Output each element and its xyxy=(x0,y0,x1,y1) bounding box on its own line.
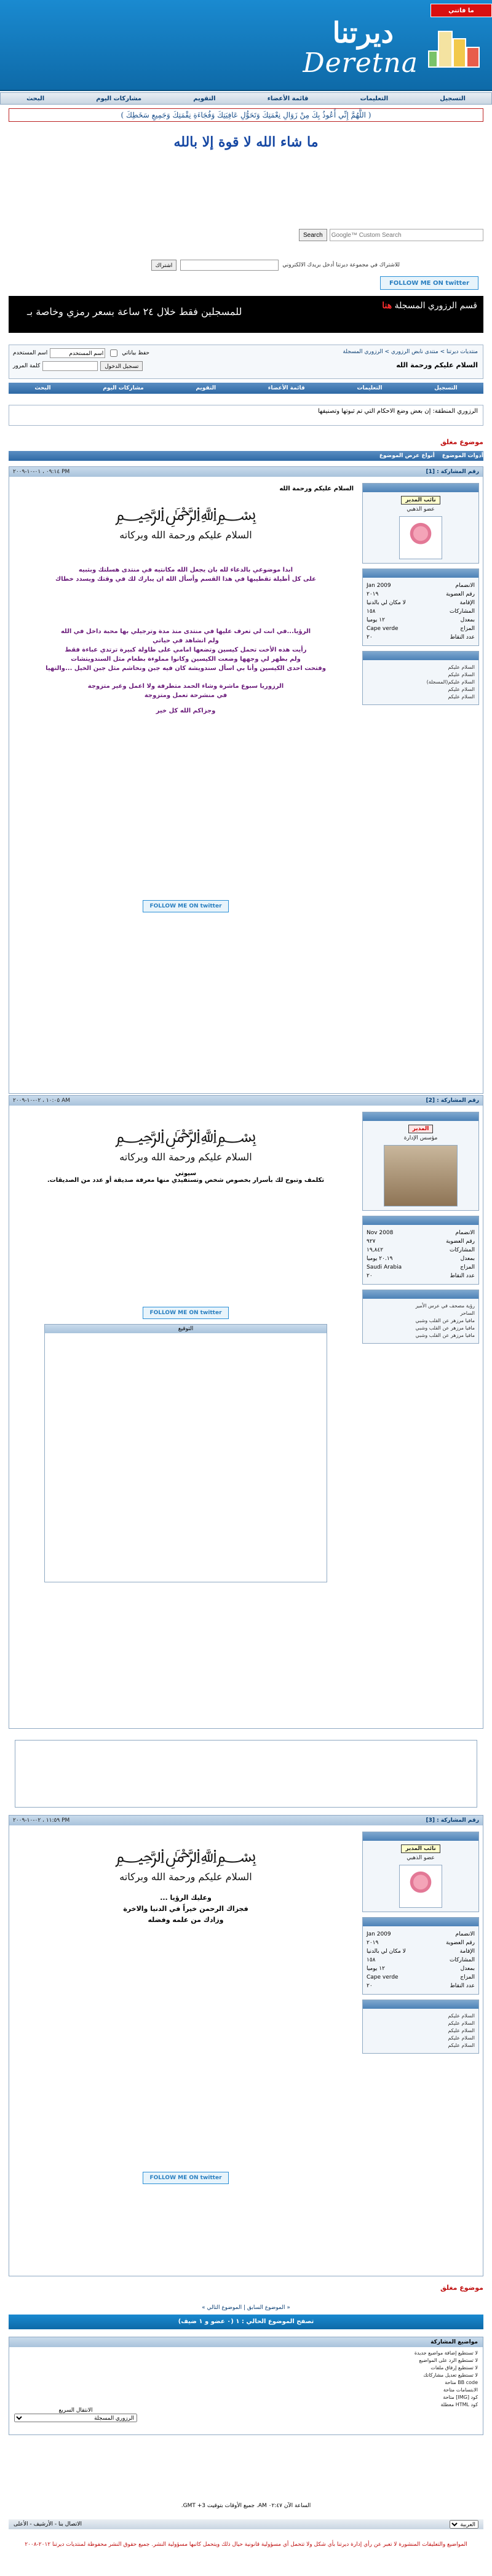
post-header xyxy=(9,1096,483,1106)
post-header xyxy=(9,1816,483,1825)
user-topics-list xyxy=(363,1299,478,1343)
prev-next-links[interactable]: « الموضوع السابق | الموضوع التالي » xyxy=(202,2305,290,2311)
user-rank-badge: نائب المدير xyxy=(401,1844,440,1853)
post-3 xyxy=(9,1815,483,2276)
current-viewers-bar: تصفح الموضوع الحالي : ١ (٠ عضو و ١ ضيف) xyxy=(9,2315,483,2329)
post-number[interactable]: رقم المشاركة : [3] xyxy=(426,1817,479,1824)
search-input[interactable] xyxy=(330,229,483,241)
list-item[interactable]: السلام عليكم xyxy=(448,2013,475,2019)
user-card xyxy=(362,1832,479,1912)
quick-jump xyxy=(14,2407,137,2422)
twitter-follow-button[interactable]: FOLLOW ME ON twitter xyxy=(143,2172,228,2184)
thread-title: السلام عليكم ورحمة الله xyxy=(396,361,478,369)
quick-jump-label: الانتقال السريع xyxy=(58,2407,93,2414)
mailing-list xyxy=(92,258,400,272)
post-date: AM ١٠:٠٥ ، ٠٢-١٠-٢٠٠٩ xyxy=(13,1098,70,1104)
logo-arabic-text: ديرتنا xyxy=(332,16,394,49)
promo-text: للمسجلين فقط خلال ٢٤ ساعة بسعر رمزي وخاصة بـ xyxy=(27,306,242,317)
nav-calendar[interactable]: التقويم xyxy=(193,95,216,102)
salam-calligraphy: السلام عليكم ورحمة الله وبركاته xyxy=(119,1151,252,1163)
houses-logo-graphic xyxy=(427,22,482,78)
logo-latin-text: Deretna xyxy=(303,47,418,79)
bismillah-calligraphy: ﷽ xyxy=(114,1845,257,1867)
closed-thread-label: موضوع مغلق xyxy=(440,438,483,446)
dua-marquee: ( اللَّهُمَّ إِنِّي أَعُوذُ بِكَ مِنْ زَوَالِ نِعْمَتِكَ وَتَحَوُّلِ عَافِيَتِكَ وَفُجَاءَةِ نِقْمَتِكَ وَجَمِيعِ سَخَطِكَ ) xyxy=(9,108,483,122)
email-field[interactable] xyxy=(180,260,279,271)
user-rank-badge: نائب المدير xyxy=(401,496,440,504)
subnav-help[interactable]: التعليمات xyxy=(357,385,383,391)
post-greeting: السلام عليكم ورحمة الله xyxy=(279,485,354,492)
subnav-today[interactable]: مشاركات اليوم xyxy=(103,385,144,391)
timezone-text: الساعة الآن ٠٢:٤٧ AM. جميع الأوقات بتوقيت GMT +3. xyxy=(181,2503,311,2509)
user-stats-box xyxy=(362,1216,479,1285)
post-text: سيوتي تكلمف وتبوح لك بأسرار بخصوص شخص وتستفيدي منها معرفة صديقة أو عدد من الصديقات. xyxy=(47,1170,325,1184)
main-nav xyxy=(0,92,492,105)
list-item[interactable]: الساحر xyxy=(460,1310,475,1316)
subnav-search[interactable]: البحث xyxy=(34,385,51,391)
remember-label: حفظ بياناتي xyxy=(122,350,149,356)
user-rank-badge: المدير xyxy=(408,1125,434,1133)
nav-today-posts[interactable]: مشاركات اليوم xyxy=(96,95,142,102)
user-title: عضو الذهبي xyxy=(407,1855,435,1861)
list-item[interactable]: السلام عليكم xyxy=(448,2035,475,2041)
breadcrumb[interactable]: منتديات ديرتنا > منتدى نابض الرزوري > الرزوري المسجلة xyxy=(343,349,478,355)
list-item[interactable]: السلام عليكم xyxy=(448,664,475,670)
twitter-follow-button[interactable]: FOLLOW ME ON twitter xyxy=(380,276,478,290)
subnav-calendar[interactable]: التقويم xyxy=(196,385,216,391)
list-item[interactable]: السلام عليكم xyxy=(448,2020,475,2026)
breadcrumb-box xyxy=(9,345,483,379)
user-card-title xyxy=(363,484,478,492)
user-topics-list xyxy=(363,660,478,704)
post-1 xyxy=(9,466,483,1094)
language-select[interactable] xyxy=(450,2520,478,2529)
post-number[interactable]: رقم المشاركة : [1] xyxy=(426,469,479,475)
bismillah-calligraphy: ﷽ xyxy=(114,1125,257,1147)
list-item[interactable]: السلام عليكم xyxy=(448,687,475,692)
thread-tools-menu[interactable]: أدوات الموضوع xyxy=(442,453,483,459)
nav-search[interactable]: البحث xyxy=(26,95,45,102)
footer-links[interactable]: الاتصال بنا - الأرشيف - الأعلى xyxy=(14,2521,82,2527)
post-content xyxy=(18,485,354,912)
login-button[interactable]: تسجيل الدخول xyxy=(100,361,143,371)
posting-rules-box xyxy=(9,2337,483,2435)
list-item[interactable]: مافيا مرزهر عن القلب وشبي xyxy=(415,1318,475,1323)
closed-thread-label: موضوع مغلق xyxy=(440,2284,483,2292)
user-stats: الانضمام Nov 2008 رقم العضوية ٩٢٧ المشاركات ١٩,٨٤٢ بمعدل ٢٠.١٩ يوميا المزاج Saudi Arabia عدد النقاط ٢٠ xyxy=(367,1230,475,1279)
user-card xyxy=(362,483,479,564)
password-field[interactable] xyxy=(42,361,98,371)
user-topics-box xyxy=(362,2000,479,2054)
post-date: PM ٠٩:١٤ ، ٠١-١٠-٢٠٠٩ xyxy=(13,469,70,475)
user-topics-box xyxy=(362,1290,479,1344)
post-content xyxy=(18,1834,354,2184)
user-title: عضو الذهبي xyxy=(407,506,435,512)
signature-title: التوقيع xyxy=(45,1325,327,1333)
posting-rules-title: مواضيع المشاركة xyxy=(9,2337,483,2347)
list-item[interactable]: رؤية مصحف في عرس الأمير xyxy=(415,1303,475,1309)
twitter-follow-button[interactable]: FOLLOW ME ON twitter xyxy=(143,1307,228,1319)
subnav-register[interactable]: التسجيل xyxy=(434,385,458,391)
promo-link[interactable]: قسم الرزوري المسجلة هنا xyxy=(382,301,477,311)
avatar[interactable] xyxy=(384,1145,458,1206)
user-title: مؤسس الإدارة xyxy=(403,1135,438,1141)
list-item[interactable]: السلام عليكم xyxy=(448,694,475,700)
quick-jump-select[interactable] xyxy=(14,2414,137,2422)
bless-text: ما شاء الله لا قوة إلا بالله xyxy=(173,134,319,150)
user-stats: الانضمام Jan 2009 رقم العضوية ٢٠١٩ الإقامة لا مكان لي بالدنيا المشاركات ١٥٨ بمعدل ١٢ يوميا المزاج Cape verde عدد النقاط ٢٠ xyxy=(367,1931,475,1989)
posting-rules-list: لا تستطيع إضافة مواضيع جديدة لا تستطيع الرد على المواضيع لا تستطيع إرفاق ملفات لا تستطيع تعديل مشاركاتك BB code متاحة الابتسامات متاحة كود [IMG] متاحة كود HTML معطلة xyxy=(414,2350,478,2407)
salam-calligraphy: السلام عليكم ورحمة الله وبركاته xyxy=(119,1871,252,1883)
post-text: ابدا موضوعي بالدعاء لله بان يجعل الله مكانتيه في منتدى هسلتك وبثبيه على كل أطيلة تقطيبها في هذا القسم وأسأل الله ان يبارك لك في وقتك ويسدد خطاك الرؤيا...في انت لي تعرف عليها في منتدى منذ مدة وترجيلي بها محبة داخل في الله ولم انشاهد في حياتي رأيت هذه الأخت تحمل كيسين وتضعها امامي على طاولة كبيرة ترتدي عباءة فقط ولم بظهر لي وجهها وضعت الكيسين وكانوا مملوءة بطعام مثل السندويتشات وفتحت احدى الكيسين وأنا بي اسأل سندويشة كان فيه جبن ونخاشم مثل جبن الخيل ...والتهيا الرزوريا سبوع ماشرة وشاء الحمد متطرفة ولا اعمل وغير متزوجة في منشرحة تعمل ومتزوجة وجزاكم الله كل خير xyxy=(46,567,326,714)
sub-nav xyxy=(9,383,483,394)
post-date: PM ١١:٥٩ ، ٠٢-١٠-٢٠٠٩ xyxy=(13,1817,70,1824)
nav-members[interactable]: قائمة الأعضاء xyxy=(267,95,309,102)
user-sidebar xyxy=(362,1112,479,1349)
footer-nav xyxy=(9,2519,483,2529)
disclaimer: المواضيع والتعليقات المنشورة لا تعبر عن رأي إدارة ديرتنا بأي شكل ولا تتحمل أي مسؤولية قانونية حيال ذلك ويتحمل كاتبها مسؤولية النشر. جميع حقوق النشر محفوظة لمنتديات ديرتنا ٢٠١٢-٢٠٠٨ xyxy=(25,2542,467,2548)
bismillah-calligraphy: ﷽ xyxy=(114,503,257,525)
promo-banner[interactable] xyxy=(9,296,483,333)
username-label: اسم المستخدم xyxy=(13,350,48,356)
google-search xyxy=(299,229,483,242)
list-item[interactable]: السلام عليكم xyxy=(448,2043,475,2048)
ribbon-badge[interactable]: ما فاتني xyxy=(430,4,492,17)
ad-box[interactable] xyxy=(15,1740,477,1808)
username-field[interactable] xyxy=(50,348,105,358)
post-text: وعليك الرؤيا ... فجزاك الرحمن خيراً في الدنيا والاخرة وزادك من علمه وفضله xyxy=(123,1894,248,1924)
signature-box xyxy=(44,1324,327,1582)
site-header xyxy=(0,0,492,91)
user-stats-box xyxy=(362,568,479,646)
password-label: كلمة المرور xyxy=(13,363,41,369)
user-stats-box xyxy=(362,1917,479,1995)
post-number[interactable]: رقم المشاركة : [2] xyxy=(426,1098,479,1104)
avatar[interactable] xyxy=(399,516,442,559)
mailing-label: للاشتراك في مجموعة ديرتنا أدخل بريدك الالكتروني xyxy=(282,262,400,268)
nav-help[interactable]: التعليمات xyxy=(360,95,389,102)
user-topics-box xyxy=(362,651,479,705)
subnav-members[interactable]: قائمة الأعضاء xyxy=(268,385,305,391)
salam-calligraphy: السلام عليكم ورحمة الله وبركاته xyxy=(119,529,252,541)
login-form xyxy=(13,348,210,377)
list-item[interactable]: السلام عليكم(المسجلة) xyxy=(426,679,475,685)
display-modes-menu[interactable]: أنواع عرض الموضوع xyxy=(379,453,435,459)
user-topics-list xyxy=(363,2009,478,2053)
list-item[interactable]: السلام عليكم xyxy=(448,2028,475,2033)
list-item[interactable]: مافيا مرزهر عن القلب وشبي xyxy=(415,1325,475,1331)
search-button[interactable]: Search xyxy=(299,229,327,241)
post-2 xyxy=(9,1095,483,1729)
nav-register[interactable]: التسجيل xyxy=(440,95,466,102)
user-sidebar xyxy=(362,1832,479,2059)
subscribe-button[interactable]: اشتراك xyxy=(151,260,177,271)
avatar[interactable] xyxy=(399,1865,442,1908)
remember-checkbox[interactable] xyxy=(110,349,117,357)
thread-tools xyxy=(9,451,483,461)
user-card xyxy=(362,1112,479,1211)
twitter-follow-button[interactable]: FOLLOW ME ON twitter xyxy=(143,900,228,912)
post-header xyxy=(9,467,483,477)
post-content xyxy=(18,1114,354,1587)
list-item[interactable]: السلام عليكم xyxy=(448,672,475,677)
user-sidebar xyxy=(362,483,479,710)
forum-notice: الرزوري المنطقة: إن بعض وضع الاحكام التي تم ثبوتها وتصنيفها xyxy=(9,405,483,426)
user-stats: الانضمام Jan 2009 رقم العضوية ٢٠١٩ الإقامة لا مكان لي بالدنيا المشاركات ١٥٨ بمعدل ١٢ يوميا المزاج Cape verde عدد النقاط ٢٠ xyxy=(367,583,475,640)
list-item[interactable]: مافيا مرزهر عن القلب وشبي xyxy=(415,1333,475,1338)
site-logo[interactable] xyxy=(271,16,418,84)
